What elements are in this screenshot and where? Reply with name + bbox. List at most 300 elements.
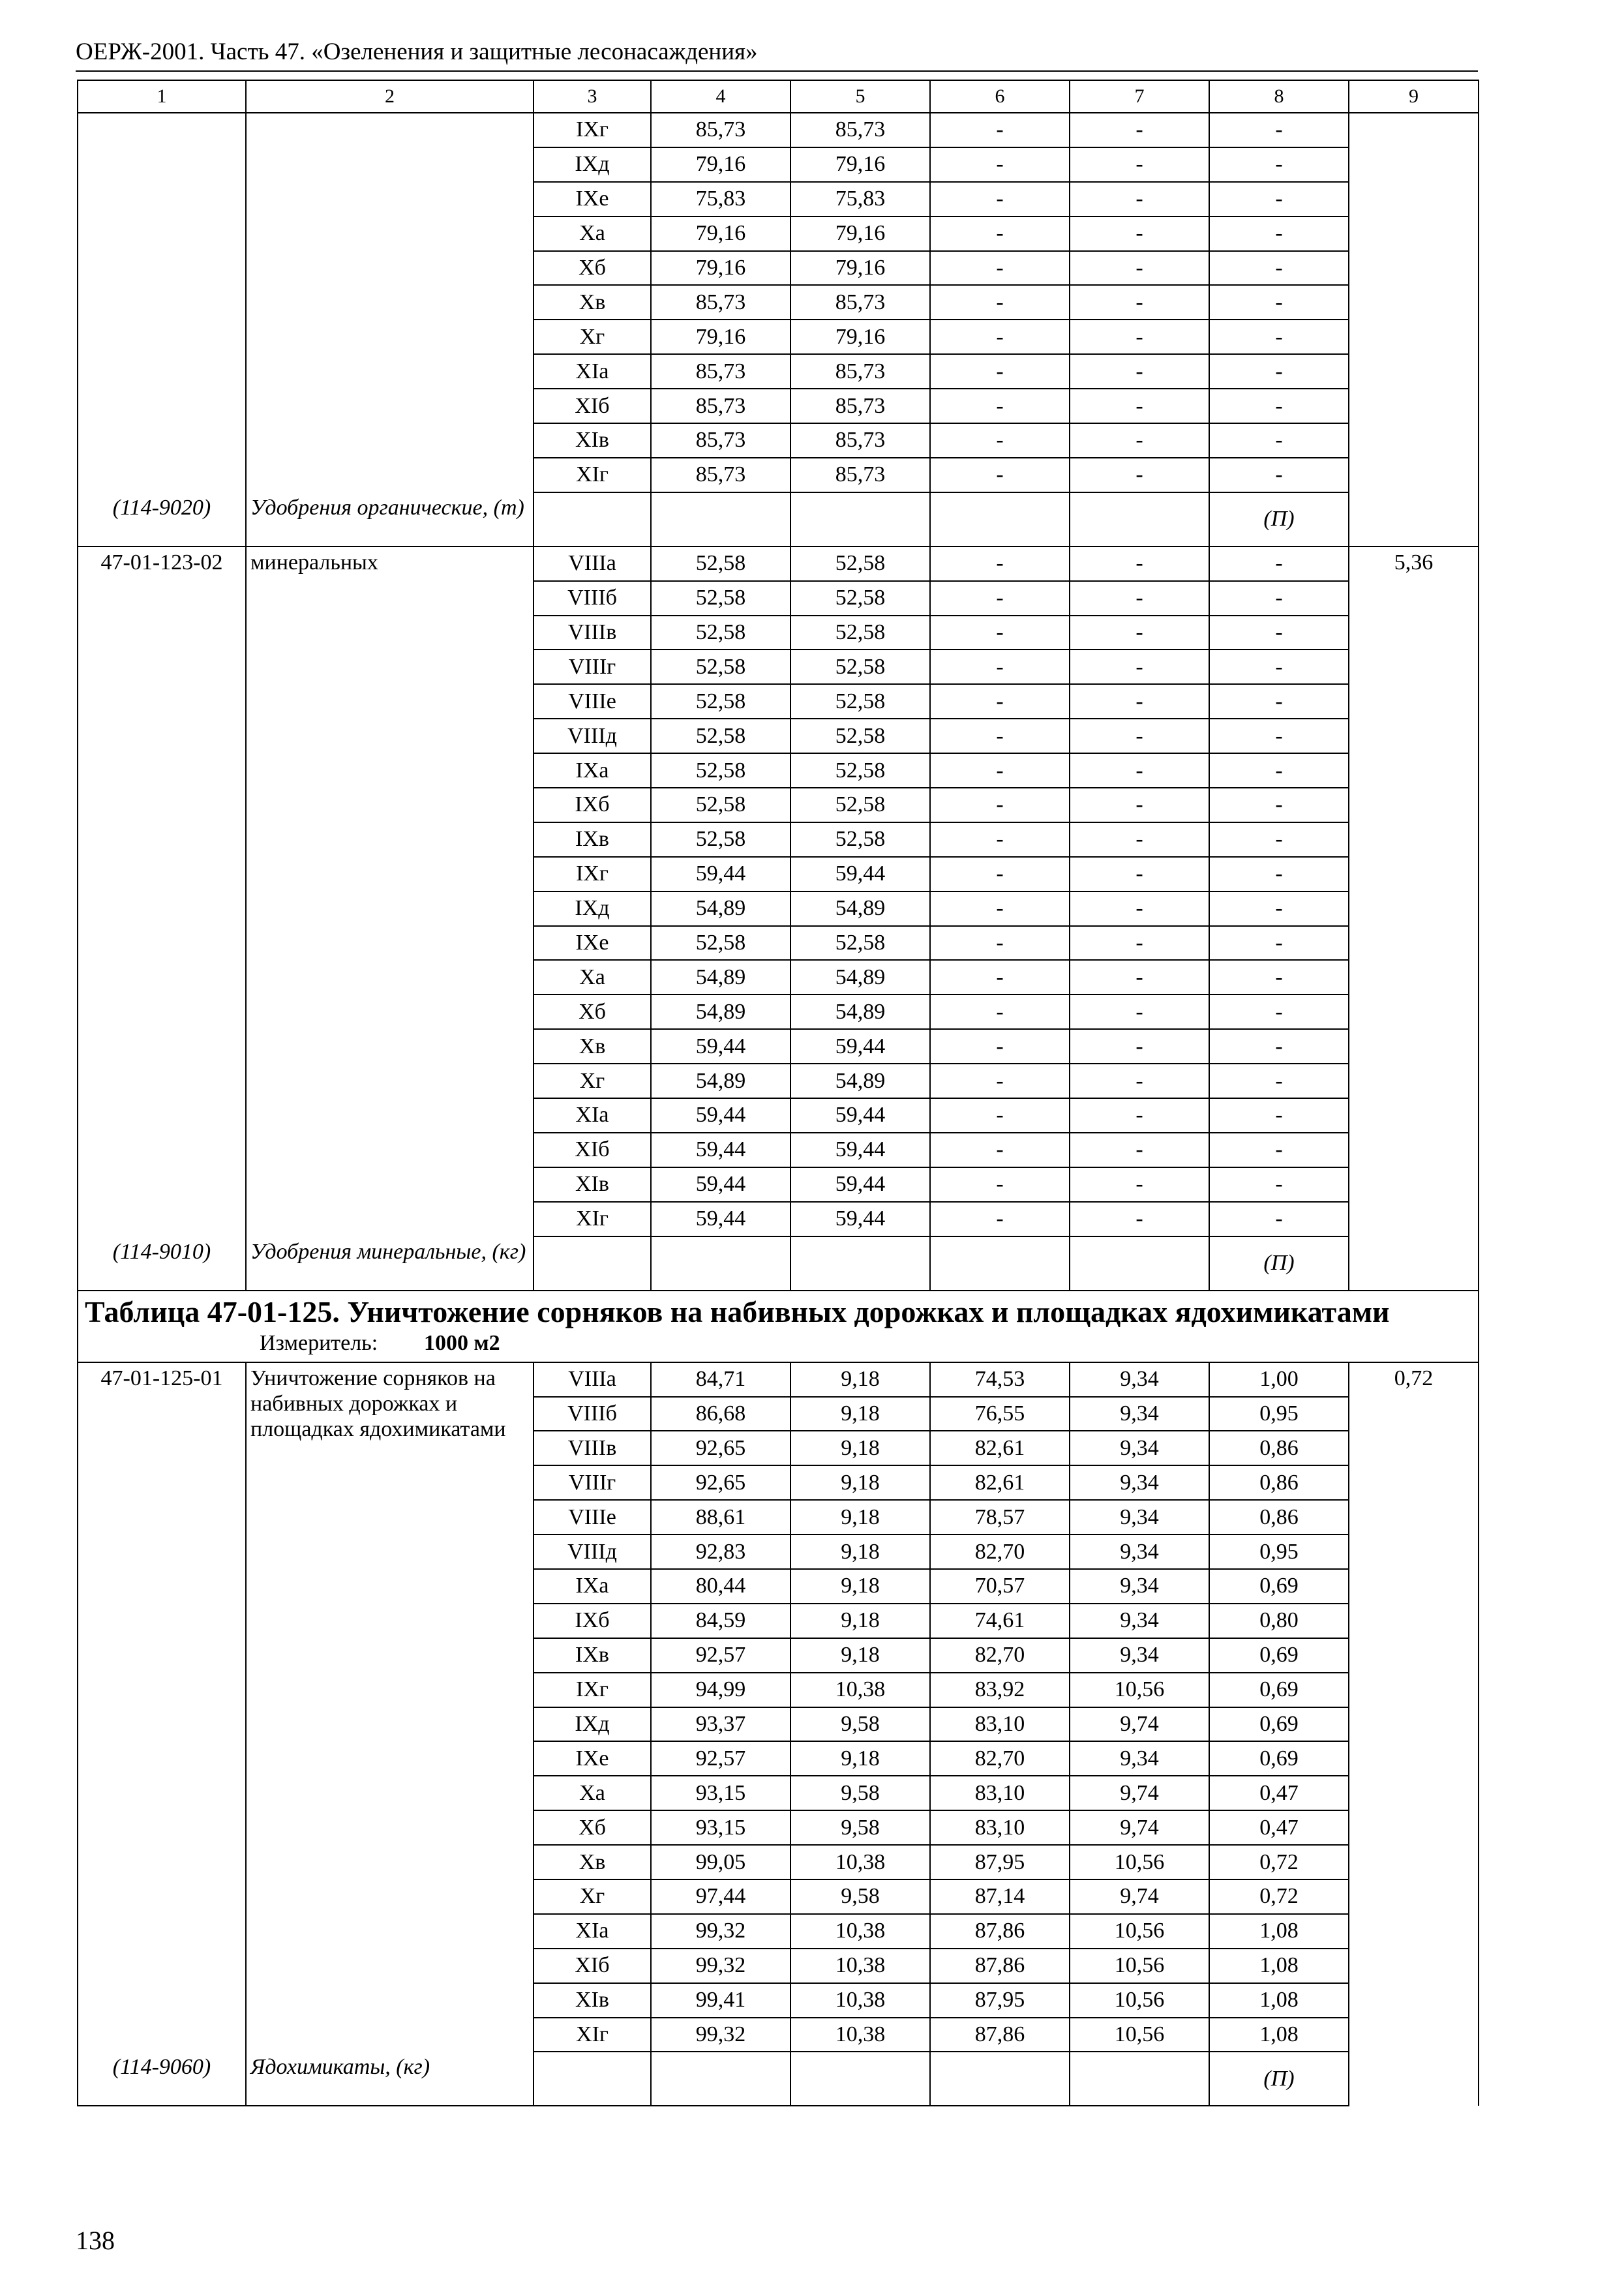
zone-code: IXг: [534, 857, 651, 891]
col9-value: [1349, 113, 1479, 546]
value-col-7: 9,34: [1070, 1431, 1209, 1465]
value-col-4: 84,71: [651, 1362, 790, 1397]
value-col-6: -: [930, 822, 1070, 857]
value-col-8: -: [1209, 458, 1349, 492]
value-col-7: -: [1070, 217, 1209, 251]
resource-code: (114-9060): [78, 2052, 246, 2106]
value-col-7: 9,74: [1070, 1879, 1209, 1914]
value-col-5: 85,73: [790, 285, 930, 320]
table-title-row: [78, 1291, 1479, 1362]
norms-table: [77, 80, 1479, 2106]
value-col-4: 79,16: [651, 320, 790, 354]
value-col-5: 52,58: [790, 650, 930, 684]
value-col-5: 9,58: [790, 1707, 930, 1742]
value-col-6: -: [930, 1064, 1070, 1098]
value-col-5: 9,18: [790, 1431, 930, 1465]
value-col-5: 59,44: [790, 1202, 930, 1236]
resource-row: [78, 2052, 1479, 2106]
value-col-4: 59,44: [651, 857, 790, 891]
value-col-4: 54,89: [651, 960, 790, 995]
value-col-6: 83,10: [930, 1707, 1070, 1742]
value-col-5: 9,18: [790, 1741, 930, 1776]
value-col-5: 52,58: [790, 822, 930, 857]
value-col-6: -: [930, 389, 1070, 423]
value-col-7: -: [1070, 581, 1209, 616]
value-col-8: -: [1209, 320, 1349, 354]
zone-code: Xг: [534, 1064, 651, 1098]
resource-row: [78, 1236, 1479, 1291]
value-col-6: 70,57: [930, 1569, 1070, 1604]
resource-empty-3: [534, 492, 651, 546]
value-col-6: -: [930, 546, 1070, 581]
value-col-7: 10,56: [1070, 1673, 1209, 1707]
zone-code: VIIIб: [534, 1397, 651, 1431]
value-col-6: 74,61: [930, 1604, 1070, 1638]
value-col-5: 52,58: [790, 546, 930, 581]
value-col-7: 10,56: [1070, 1949, 1209, 1983]
resource-empty-4: [651, 492, 790, 546]
value-col-6: -: [930, 285, 1070, 320]
value-col-7: -: [1070, 960, 1209, 995]
value-col-6: 82,70: [930, 1534, 1070, 1569]
value-col-6: -: [930, 926, 1070, 961]
column-number-7: 7: [1070, 80, 1209, 113]
resource-name: Удобрения минеральные, (кг): [246, 1236, 534, 1291]
value-col-5: 10,38: [790, 2018, 930, 2052]
value-col-4: 54,89: [651, 995, 790, 1029]
table-title: Таблица 47-01-125. Уничтожение сорняков на набивных дорожках и площадках ядохимикатами: [85, 1294, 1390, 1328]
resource-code: (114-9010): [78, 1236, 246, 1291]
zone-code: VIIIд: [534, 719, 651, 753]
value-col-8: -: [1209, 354, 1349, 389]
value-col-7: 9,34: [1070, 1465, 1209, 1500]
value-col-7: -: [1070, 926, 1209, 961]
value-col-8: -: [1209, 251, 1349, 286]
value-col-4: 92,57: [651, 1741, 790, 1776]
value-col-5: 59,44: [790, 857, 930, 891]
page-number: 138: [76, 2226, 115, 2255]
value-col-8: -: [1209, 285, 1349, 320]
value-col-4: 79,16: [651, 251, 790, 286]
value-col-4: 85,73: [651, 113, 790, 147]
value-col-7: -: [1070, 995, 1209, 1029]
resource-empty-4: [651, 2052, 790, 2106]
column-number-2: 2: [246, 80, 534, 113]
value-col-8: 1,08: [1209, 1949, 1349, 1983]
norm-code: 47-01-123-02: [78, 546, 246, 1236]
resource-code: (114-9020): [78, 492, 246, 546]
zone-code: IXв: [534, 1638, 651, 1673]
table-row: [78, 546, 1479, 581]
value-col-5: 54,89: [790, 995, 930, 1029]
table-row: [78, 1362, 1479, 1397]
value-col-7: -: [1070, 684, 1209, 719]
zone-code: VIIIв: [534, 1431, 651, 1465]
value-col-6: -: [930, 1167, 1070, 1202]
resource-empty-5: [790, 492, 930, 546]
value-col-7: -: [1070, 147, 1209, 182]
value-col-8: 0,72: [1209, 1845, 1349, 1879]
value-col-8: 0,69: [1209, 1741, 1349, 1776]
norm-name: [246, 1362, 534, 2052]
value-col-7: -: [1070, 423, 1209, 458]
value-col-4: 59,44: [651, 1029, 790, 1064]
value-col-7: -: [1070, 891, 1209, 926]
value-col-8: 1,00: [1209, 1362, 1349, 1397]
column-number-6: 6: [930, 80, 1070, 113]
value-col-5: 52,58: [790, 926, 930, 961]
value-col-5: 85,73: [790, 458, 930, 492]
zone-code: IXa: [534, 753, 651, 788]
value-col-4: 99,32: [651, 2018, 790, 2052]
column-number-4: 4: [651, 80, 790, 113]
zone-code: XIг: [534, 2018, 651, 2052]
value-col-7: -: [1070, 320, 1209, 354]
value-col-6: 87,86: [930, 2018, 1070, 2052]
zone-code: IXб: [534, 788, 651, 822]
column-number-5: 5: [790, 80, 930, 113]
value-col-5: 9,18: [790, 1604, 930, 1638]
value-col-4: 99,32: [651, 1949, 790, 1983]
value-col-5: 9,18: [790, 1362, 930, 1397]
resource-name: Удобрения органические, (т): [246, 492, 534, 546]
value-col-5: 59,44: [790, 1167, 930, 1202]
value-col-4: 75,83: [651, 182, 790, 217]
column-number-row: [78, 80, 1479, 113]
zone-code: XIв: [534, 423, 651, 458]
zone-code: VIIIe: [534, 684, 651, 719]
value-col-6: -: [930, 995, 1070, 1029]
value-col-8: -: [1209, 650, 1349, 684]
column-number-9: 9: [1349, 80, 1479, 113]
value-col-7: 9,34: [1070, 1362, 1209, 1397]
value-col-4: 92,65: [651, 1431, 790, 1465]
zone-code: VIIIг: [534, 650, 651, 684]
zone-code: IXe: [534, 182, 651, 217]
value-col-6: -: [930, 684, 1070, 719]
zone-code: XIв: [534, 1167, 651, 1202]
measure-label: Измеритель:: [260, 1330, 378, 1355]
resource-empty-7: [1070, 492, 1209, 546]
value-col-4: 54,89: [651, 1064, 790, 1098]
value-col-8: 1,08: [1209, 1914, 1349, 1949]
resource-unit: (П): [1209, 492, 1349, 546]
value-col-5: 10,38: [790, 1914, 930, 1949]
value-col-8: -: [1209, 995, 1349, 1029]
value-col-4: 93,37: [651, 1707, 790, 1742]
value-col-7: 9,34: [1070, 1397, 1209, 1431]
zone-code: IXe: [534, 1741, 651, 1776]
value-col-8: 0,69: [1209, 1707, 1349, 1742]
resource-empty-6: [930, 1236, 1070, 1291]
value-col-7: -: [1070, 857, 1209, 891]
value-col-5: 54,89: [790, 960, 930, 995]
value-col-7: 10,56: [1070, 1914, 1209, 1949]
value-col-6: -: [930, 1029, 1070, 1064]
value-col-5: 9,58: [790, 1810, 930, 1845]
value-col-6: -: [930, 960, 1070, 995]
table-title-cell: [78, 1291, 1479, 1362]
value-col-7: -: [1070, 1133, 1209, 1167]
value-col-8: 0,86: [1209, 1465, 1349, 1500]
resource-empty-5: [790, 1236, 930, 1291]
value-col-8: 0,69: [1209, 1569, 1349, 1604]
value-col-7: 9,74: [1070, 1810, 1209, 1845]
value-col-8: -: [1209, 147, 1349, 182]
value-col-4: 99,41: [651, 1983, 790, 2018]
value-col-5: 59,44: [790, 1133, 930, 1167]
resource-empty-6: [930, 2052, 1070, 2106]
value-col-4: 52,58: [651, 546, 790, 581]
value-col-8: -: [1209, 113, 1349, 147]
value-col-7: -: [1070, 182, 1209, 217]
value-col-8: 1,08: [1209, 2018, 1349, 2052]
value-col-4: 93,15: [651, 1810, 790, 1845]
value-col-8: -: [1209, 1098, 1349, 1133]
value-col-7: 10,56: [1070, 1845, 1209, 1879]
value-col-8: -: [1209, 217, 1349, 251]
value-col-7: 9,34: [1070, 1638, 1209, 1673]
value-col-7: -: [1070, 546, 1209, 581]
zone-code: IXe: [534, 926, 651, 961]
value-col-5: 52,58: [790, 719, 930, 753]
value-col-8: -: [1209, 1202, 1349, 1236]
value-col-4: 99,32: [651, 1914, 790, 1949]
value-col-8: 0,47: [1209, 1810, 1349, 1845]
value-col-6: -: [930, 147, 1070, 182]
value-col-6: -: [930, 719, 1070, 753]
resource-empty-3: [534, 1236, 651, 1291]
zone-code: Xa: [534, 1776, 651, 1810]
value-col-6: -: [930, 423, 1070, 458]
value-col-8: -: [1209, 581, 1349, 616]
value-col-8: -: [1209, 960, 1349, 995]
value-col-4: 85,73: [651, 285, 790, 320]
value-col-4: 52,58: [651, 822, 790, 857]
value-col-6: 82,70: [930, 1638, 1070, 1673]
zone-code: XIa: [534, 354, 651, 389]
value-col-4: 79,16: [651, 147, 790, 182]
value-col-7: 9,34: [1070, 1741, 1209, 1776]
value-col-7: -: [1070, 1098, 1209, 1133]
value-col-8: 0,72: [1209, 1879, 1349, 1914]
value-col-6: -: [930, 788, 1070, 822]
value-col-6: 74,53: [930, 1362, 1070, 1397]
value-col-8: -: [1209, 182, 1349, 217]
value-col-4: 99,05: [651, 1845, 790, 1879]
zone-code: Xг: [534, 1879, 651, 1914]
value-col-6: 87,86: [930, 1949, 1070, 1983]
norm-name: [246, 546, 534, 1236]
value-col-4: 92,65: [651, 1465, 790, 1500]
norm-name-text: Уничтожение сорняков на набивных дорожках и площадках ядохимикатами: [250, 1366, 506, 1441]
value-col-4: 84,59: [651, 1604, 790, 1638]
value-col-7: 9,34: [1070, 1604, 1209, 1638]
value-col-7: -: [1070, 1167, 1209, 1202]
value-col-6: 87,14: [930, 1879, 1070, 1914]
value-col-7: 10,56: [1070, 1983, 1209, 2018]
value-col-4: 59,44: [651, 1167, 790, 1202]
zone-code: Xa: [534, 960, 651, 995]
value-col-7: -: [1070, 719, 1209, 753]
value-col-5: 59,44: [790, 1029, 930, 1064]
value-col-4: 94,99: [651, 1673, 790, 1707]
value-col-6: -: [930, 113, 1070, 147]
value-col-5: 52,58: [790, 753, 930, 788]
value-col-5: 10,38: [790, 1673, 930, 1707]
value-col-5: 75,83: [790, 182, 930, 217]
value-col-4: 52,58: [651, 581, 790, 616]
value-col-5: 54,89: [790, 1064, 930, 1098]
page-header: ОЕРЖ-2001. Часть 47. «Озеленения и защитные лесонасаждения»: [76, 38, 758, 65]
value-col-6: -: [930, 753, 1070, 788]
value-col-8: -: [1209, 546, 1349, 581]
zone-code: Xб: [534, 1810, 651, 1845]
zone-code: XIa: [534, 1914, 651, 1949]
value-col-5: 85,73: [790, 113, 930, 147]
value-col-5: 9,18: [790, 1638, 930, 1673]
value-col-4: 52,58: [651, 719, 790, 753]
value-col-6: -: [930, 581, 1070, 616]
value-col-6: -: [930, 251, 1070, 286]
value-col-5: 85,73: [790, 389, 930, 423]
zone-code: VIIIe: [534, 1500, 651, 1534]
value-col-5: 85,73: [790, 354, 930, 389]
value-col-8: -: [1209, 753, 1349, 788]
value-col-7: -: [1070, 251, 1209, 286]
value-col-7: -: [1070, 822, 1209, 857]
norm-name-text: минеральных: [250, 550, 378, 575]
norm-name: [246, 113, 534, 492]
value-col-6: 78,57: [930, 1500, 1070, 1534]
value-col-6: -: [930, 320, 1070, 354]
zone-code: VIIIб: [534, 581, 651, 616]
value-col-8: -: [1209, 857, 1349, 891]
value-col-6: -: [930, 1133, 1070, 1167]
value-col-4: 80,44: [651, 1569, 790, 1604]
col9-value: 5,36: [1349, 546, 1479, 1291]
value-col-4: 52,58: [651, 788, 790, 822]
value-col-8: 0,47: [1209, 1776, 1349, 1810]
value-col-5: 79,16: [790, 147, 930, 182]
zone-code: IXд: [534, 1707, 651, 1742]
zone-code: IXб: [534, 1604, 651, 1638]
header-rule: [76, 70, 1478, 72]
zone-code: Xa: [534, 217, 651, 251]
value-col-5: 52,58: [790, 684, 930, 719]
value-col-8: 0,95: [1209, 1534, 1349, 1569]
value-col-5: 79,16: [790, 320, 930, 354]
value-col-8: -: [1209, 822, 1349, 857]
zone-code: IXa: [534, 1569, 651, 1604]
value-col-4: 79,16: [651, 217, 790, 251]
value-col-8: 0,69: [1209, 1638, 1349, 1673]
value-col-7: -: [1070, 616, 1209, 650]
value-col-6: 82,61: [930, 1465, 1070, 1500]
zone-code: Xв: [534, 1029, 651, 1064]
value-col-5: 10,38: [790, 1949, 930, 1983]
value-col-6: 82,61: [930, 1431, 1070, 1465]
column-number-1: 1: [78, 80, 246, 113]
zone-code: Xб: [534, 251, 651, 286]
value-col-4: 59,44: [651, 1098, 790, 1133]
value-col-5: 9,18: [790, 1569, 930, 1604]
value-col-6: -: [930, 182, 1070, 217]
value-col-7: 9,34: [1070, 1534, 1209, 1569]
value-col-5: 9,18: [790, 1500, 930, 1534]
value-col-4: 52,58: [651, 684, 790, 719]
value-col-7: -: [1070, 753, 1209, 788]
value-col-4: 52,58: [651, 753, 790, 788]
zone-code: XIг: [534, 458, 651, 492]
value-col-7: -: [1070, 1202, 1209, 1236]
value-col-4: 52,58: [651, 616, 790, 650]
column-number-8: 8: [1209, 80, 1349, 113]
table-row: [78, 113, 1479, 147]
value-col-7: -: [1070, 354, 1209, 389]
value-col-4: 52,58: [651, 926, 790, 961]
zone-code: XIa: [534, 1098, 651, 1133]
value-col-7: -: [1070, 1029, 1209, 1064]
zone-code: XIб: [534, 1133, 651, 1167]
norm-code: [78, 113, 246, 492]
zone-code: VIIIa: [534, 1362, 651, 1397]
zone-code: IXг: [534, 113, 651, 147]
value-col-5: 59,44: [790, 1098, 930, 1133]
value-col-8: -: [1209, 1029, 1349, 1064]
value-col-8: 0,86: [1209, 1431, 1349, 1465]
value-col-4: 59,44: [651, 1133, 790, 1167]
value-col-5: 52,58: [790, 788, 930, 822]
zone-code: Xв: [534, 285, 651, 320]
value-col-8: -: [1209, 891, 1349, 926]
zone-code: Xб: [534, 995, 651, 1029]
value-col-6: 83,92: [930, 1673, 1070, 1707]
value-col-4: 85,73: [651, 423, 790, 458]
value-col-5: 79,16: [790, 251, 930, 286]
value-col-7: -: [1070, 389, 1209, 423]
value-col-7: 10,56: [1070, 2018, 1209, 2052]
value-col-6: -: [930, 616, 1070, 650]
zone-code: VIIIд: [534, 1534, 651, 1569]
value-col-8: 0,86: [1209, 1500, 1349, 1534]
value-col-6: -: [930, 891, 1070, 926]
value-col-8: -: [1209, 423, 1349, 458]
value-col-6: 76,55: [930, 1397, 1070, 1431]
value-col-8: 0,95: [1209, 1397, 1349, 1431]
value-col-6: -: [930, 1202, 1070, 1236]
value-col-6: 87,95: [930, 1845, 1070, 1879]
zone-code: VIIIa: [534, 546, 651, 581]
zone-code: XIб: [534, 1949, 651, 1983]
value-col-8: -: [1209, 389, 1349, 423]
resource-name: Ядохимикаты, (кг): [246, 2052, 534, 2106]
value-col-8: -: [1209, 616, 1349, 650]
value-col-6: -: [930, 857, 1070, 891]
value-col-8: -: [1209, 1064, 1349, 1098]
col9-value: 0,72: [1349, 1362, 1479, 2106]
value-col-8: -: [1209, 788, 1349, 822]
zone-code: IXг: [534, 1673, 651, 1707]
value-col-8: 0,80: [1209, 1604, 1349, 1638]
value-col-5: 9,18: [790, 1397, 930, 1431]
value-col-6: 83,10: [930, 1810, 1070, 1845]
zone-code: Xг: [534, 320, 651, 354]
resource-empty-6: [930, 492, 1070, 546]
value-col-5: 79,16: [790, 217, 930, 251]
value-col-5: 54,89: [790, 891, 930, 926]
value-col-8: 0,69: [1209, 1673, 1349, 1707]
